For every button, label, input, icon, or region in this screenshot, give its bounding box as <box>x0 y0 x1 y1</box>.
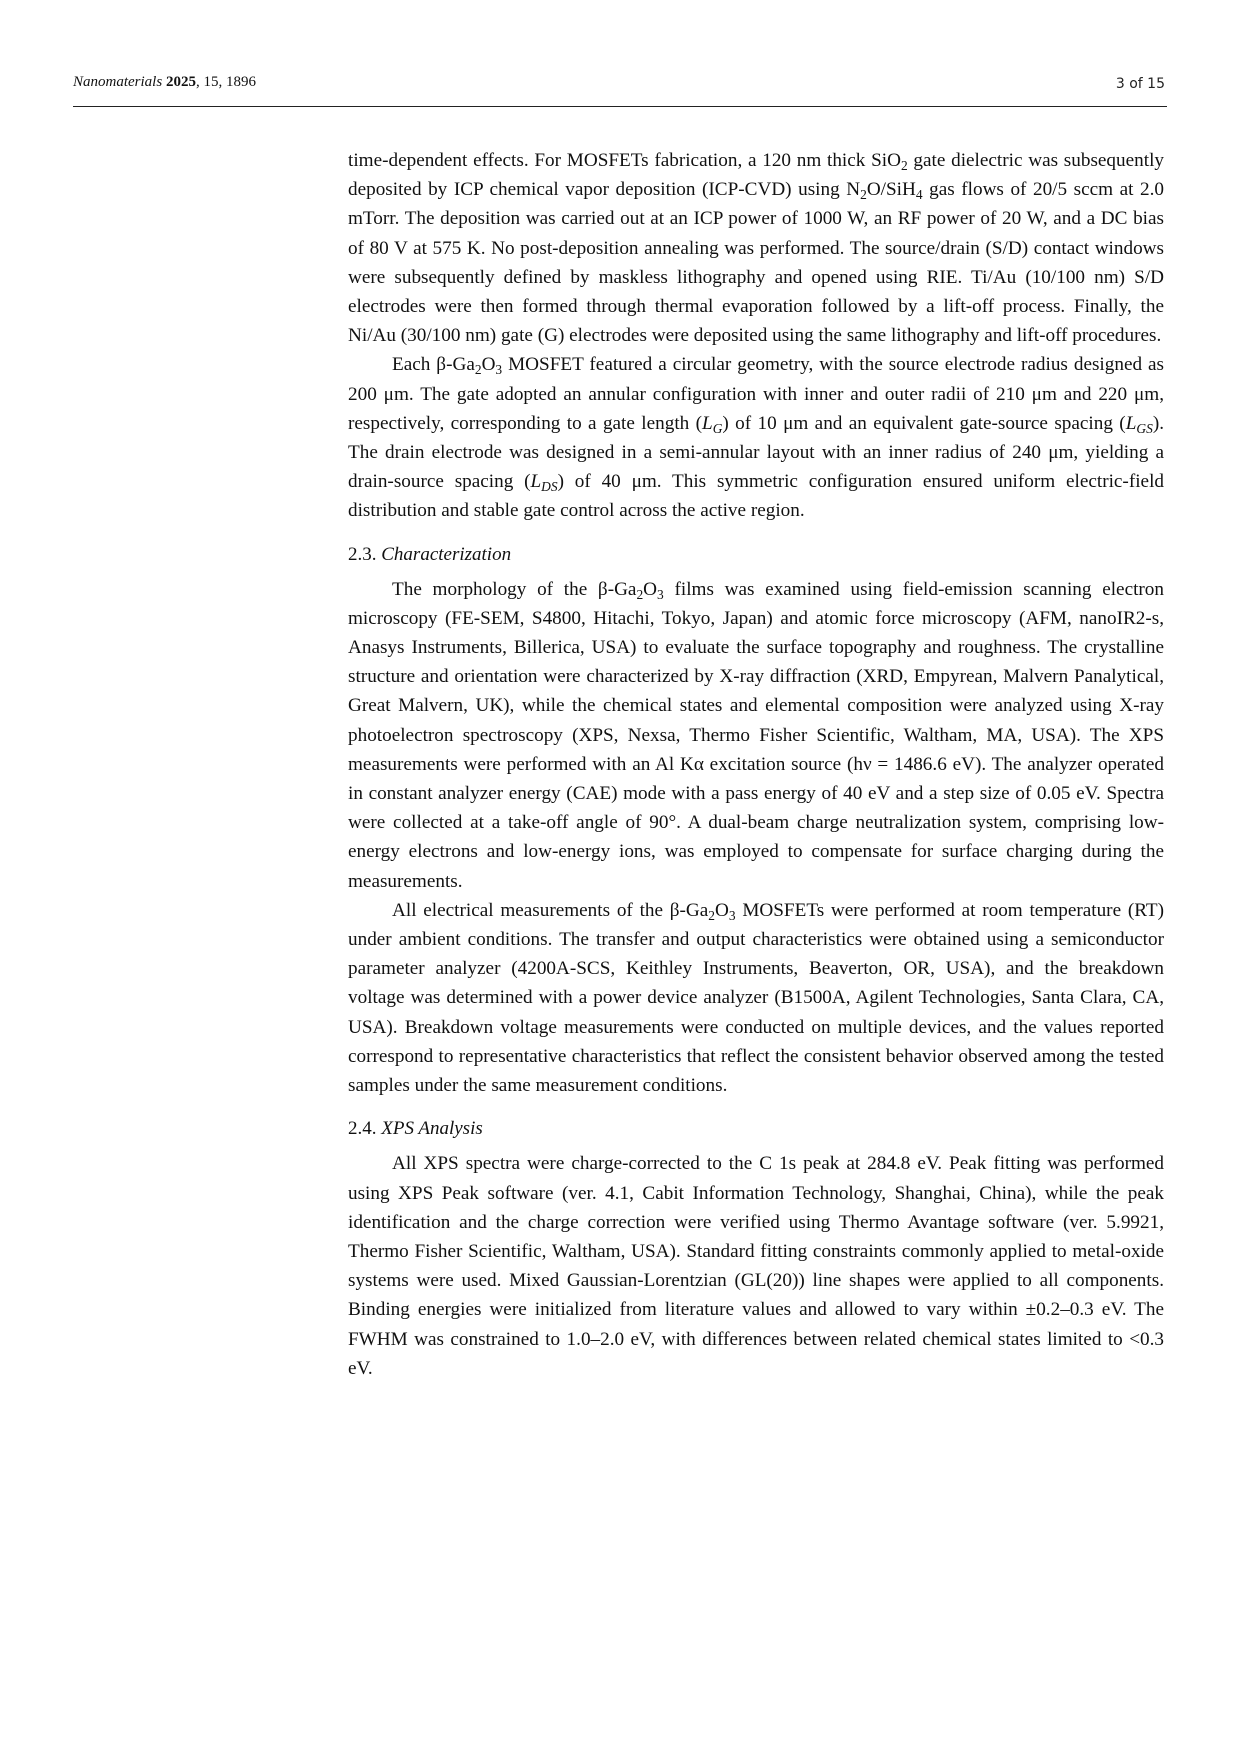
journal-name: Nanomaterials <box>73 74 163 90</box>
journal-year: 2025 <box>165 74 196 90</box>
paragraph-electrical: All electrical measurements of the $\beta-Ga_2O_3$ MOSFETs were performed at room temperature (RT) under ambient conditions. The transfer and output characteristics were obtained using a semiconductor parameter analyzer (4200A-SCS, Keithley Instruments, Beaverton, OR, USA), and the breakdown voltage was determined with a power device analyzer (B1500A, Agilent Technologies, Santa Clara, CA, USA). Breakdown voltage measurements were conducted on multiple devices, and the values reported correspond to representative characteristics that reflect the consistent behavior observed among the tested samples under the same measurement conditions. <box>348 899 1164 1097</box>
section-heading-characterization: 2.3. Characterization <box>348 543 512 565</box>
paragraph-morphology: The morphology of the $\beta-Ga_2O_3$ films was examined using field-emission scanning electron microscopy (FE-SEM, S4800, Hitachi, Tokyo, Japan) and atomic force microscopy (AFM, nanoIR2-s, Anasys Instruments, Billerica, USA) to evaluate the surface topography and roughness. The crystalline structure and orientation were characterized by X-ray diffraction (XRD, Empyrean, Malvern Panalytical, Great Malvern, UK), while the chemical states and elemental composition were analyzed using X-ray photoelectron spectroscopy (XPS, Nexsa, Thermo Fisher Scientific, Waltham, MA, USA). The XPS measurements were performed with an Al Kα excitation source (hν = 1486.6 eV). The analyzer operated in constant analyzer energy (CAE) mode with a pass energy of 40 eV and a step size of 0.05 eV. Spectra were collected at a take-off angle of 90°. A dual-beam charge neutralization system, comprising low-energy electrons and low-energy ions, was employed to compensate for surface charging during the measurements. <box>348 578 1164 892</box>
page-number: 3 of 15 <box>1115 76 1165 92</box>
paragraph-geometry: Each $\beta-Ga_2O_3$ MOSFET featured a circular geometry, with the source electrode radius designed as 200 μm. The gate adopted an annular configuration with inner and outer radii of 210 μm and 220 μm, respectively, corresponding to a gate length $(L_G)$ of 10 μm and an equivalent gate-source spacing $(L_{GS})$. The drain electrode was designed in a semi-annular layout with an inner radius of 240 μm, yielding a drain-source spacing $(L_{DS})$ of 40 μm. This symmetric configuration ensured uniform electric-field distribution and stable gate control across the active region. <box>348 354 1165 522</box>
journal-volume: , 15, 1896 <box>195 74 256 90</box>
paragraph-xps: All XPS spectra were charge-corrected to the C 1s peak at 284.8 eV. Peak fitting was performed using XPS Peak software (ver. 4.1, Cabit Information Technology, Shanghai, China), while the peak identification and the charge correction were verified using Thermo Avantage software (ver. 5.9921, Thermo Fisher Scientific, Waltham, USA). Standard fitting constraints commonly applied to metal-oxide systems were used. Mixed Gaussian-Lorentzian (GL(20)) line shapes were applied to all components. Binding energies were initialized from literature values and allowed to vary within ±0.2–0.3 eV. The FWHM was constrained to 1.0–2.0 eV, with differences between related chemical states limited to <0.3 eV. <box>348 1153 1164 1379</box>
paragraph-fabrication: time-dependent effects. For MOSFETs fabrication, a 120 nm thick SiO$_2$ gate dielectric was subsequently deposited by ICP chemical vapor deposition (ICP-CVD) using $N_2O/SiH_4$ gas flows of 20/5 sccm at 2.0 mTorr. The deposition was carried out at an ICP power of 1000 W, an RF power of 20 W, and a DC bias of 80 V at 575 K. No post-deposition annealing was performed. The source/drain (S/D) contact windows were subsequently defined by maskless lithography and opened using RIE. Ti/Au (10/100 nm) S/D electrodes were then formed through thermal evaporation followed by a lift-off process. Finally, the Ni/Au (30/100 nm) gate (G) electrodes were deposited using the same lithography and lift-off procedures. <box>348 150 1164 347</box>
article-body <box>348 146 1164 1383</box>
section-heading-xps-analysis: 2.4. XPS Analysis <box>348 1118 483 1140</box>
page-header <box>73 72 1167 107</box>
journal-citation <box>73 74 256 91</box>
